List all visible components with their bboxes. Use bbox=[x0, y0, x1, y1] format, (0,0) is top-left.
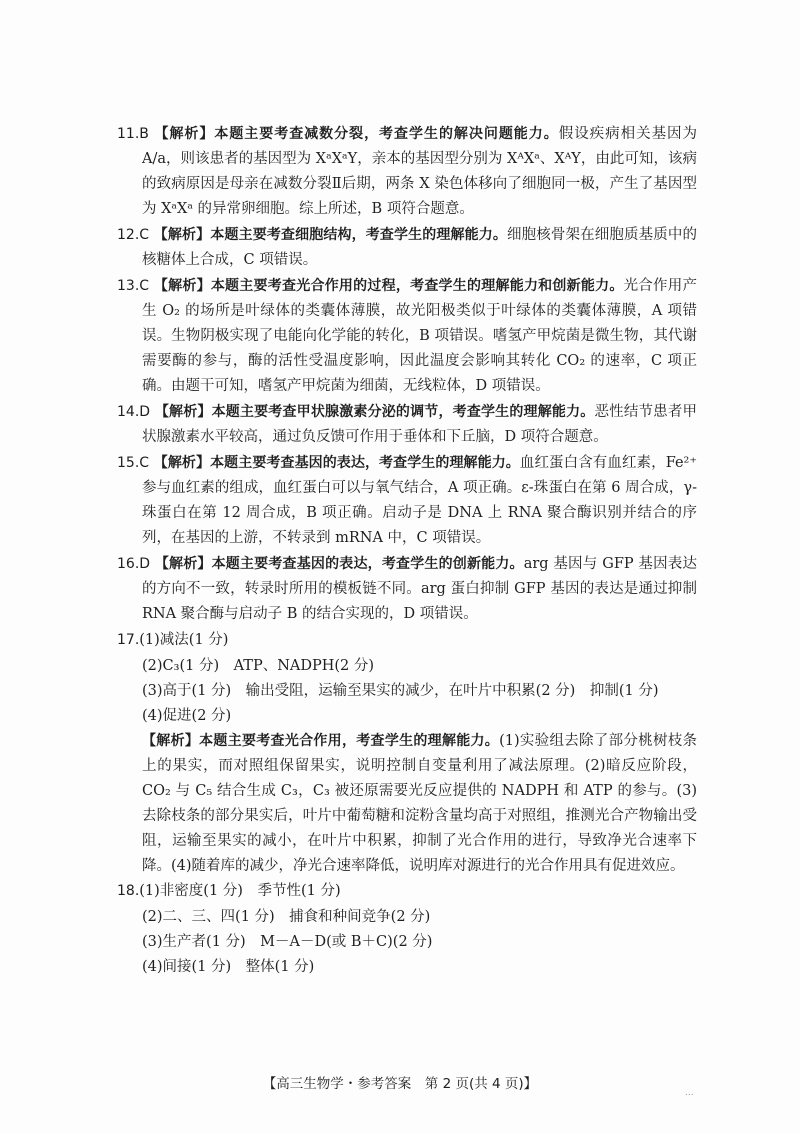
sub-answer: (4)促进(2 分) bbox=[142, 708, 232, 724]
answer-item-14 bbox=[117, 400, 697, 450]
analysis-tag: 【解析】 bbox=[153, 278, 211, 294]
analysis-text: arg 基因与 GFP 基因表达的方向不一致，转录时所用的模板链不同。arg 蛋白抑制 GFP 基因的表达是通过抑制 RNA 聚合酶与启动子 B 的结合实现的，D 项错误。 bbox=[142, 556, 697, 622]
answer-item-17 bbox=[117, 628, 697, 879]
question-number: 16.D bbox=[117, 556, 151, 572]
answer-item-16 bbox=[117, 552, 697, 627]
sub-answer: (3)生产者(1 分) M－A－D(或 B＋C)(2 分) bbox=[142, 934, 433, 950]
analysis-tag: 【解析】 bbox=[154, 404, 212, 420]
analysis-tag: 【解析】 bbox=[153, 227, 211, 243]
analysis-text: (1)实验组去除了部分桃树枝条上的果实，而对照组保留果实，说明控制自变量利用了减法原理。(2)暗反应阶段，CO₂ 与 C₅ 结合生成 C₃，C₃ 被还原需要光反应提供的 NADPH 和 ATP 的参与。(3)去除枝条的部分果实后，叶片中葡萄糖和淀粉含量均高于对照组，推测光合产物输出受阻，运输至果实的减小，在叶片中积累，抑制了光合作用的进行，导致净光合速率下降。(4)随着库的减少，净光合速率降低，说明库对源进行的光合作用具有促进效应。 bbox=[142, 733, 698, 874]
question-number: 11.B bbox=[117, 126, 149, 142]
question-number: 13.C bbox=[117, 278, 150, 294]
sub-answer: (3)高于(1 分) 输出受阻，运输至果实的减少，在叶片中积累(2 分) 抑制(1 分) bbox=[142, 683, 659, 699]
analysis-text: 假设疾病相关基因为 A/a，则该患者的基因型为 XᵃXᵃY，亲本的基因型分别为 XᴬXᵃ、XᴬY，由此可知，该病的致病原因是母亲在减数分裂Ⅱ后期，两条 X 染色体移向了细胞同一极，产生了基因型为 XᵃXᵃ 的异常卵细胞。综上所述，B 项符合题意。 bbox=[142, 126, 698, 217]
answer-content bbox=[117, 122, 697, 980]
sub-answer: (4)间接(1 分) 整体(1 分) bbox=[142, 959, 315, 975]
analysis-lead: 本题主要考查甲状腺激素分泌的调节，考查学生的理解能力。 bbox=[211, 404, 595, 420]
analysis-tag: 【解析】 bbox=[154, 556, 212, 572]
question-number: 17. bbox=[117, 632, 140, 648]
analysis-lead: 本题主要考查基因的表达，考查学生的理解能力。 bbox=[210, 455, 520, 471]
analysis-tag: 【解析】 bbox=[153, 455, 211, 471]
answer-item-18 bbox=[117, 879, 697, 980]
sub-answer: (2)二、三、四(1 分) 捕食和种间竞争(2 分) bbox=[142, 909, 431, 925]
sub-answer: 18.(1)非密度(1 分) 季节性(1 分) bbox=[117, 883, 341, 899]
analysis-paragraph bbox=[117, 729, 697, 879]
analysis-lead: 本题主要考查光合作用，考查学生的理解能力。 bbox=[199, 733, 500, 749]
analysis-text: 血红蛋白含有血红素，Fe²⁺ 参与血红素的组成，血红蛋白可以与氧气结合，A 项正确。ε-珠蛋白在第 6 周合成，γ-珠蛋白在第 12 周合成，B 项正确。启动子是 DNA 上 RNA 聚合酶识别并结合的序列，在基因的上游，不转录到 mRNA 中，C 项错误。 bbox=[142, 455, 698, 546]
sub-answer: 17.(1)减法(1 分) bbox=[117, 632, 229, 648]
answer-item-15 bbox=[117, 451, 697, 551]
question-number: 14.D bbox=[117, 404, 151, 420]
answer-item-12 bbox=[117, 223, 697, 273]
question-number: 18. bbox=[117, 883, 140, 899]
answer-item-11 bbox=[117, 122, 697, 222]
question-number: 12.C bbox=[117, 227, 150, 243]
page-footer: 【高三生物学・参考答案 第 2 页(共 4 页)】 bbox=[262, 1076, 538, 1092]
analysis-lead: 本题主要考查细胞结构，考查学生的理解能力。 bbox=[210, 227, 507, 243]
corner-mark: ... bbox=[685, 1088, 694, 1098]
sub-answer: (2)C₃(1 分) ATP、NADPH(2 分) bbox=[142, 658, 375, 674]
analysis-lead: 本题主要考查光合作用的过程，考查学生的理解能力和创新能力。 bbox=[210, 278, 624, 294]
analysis-tag: 【解析】 bbox=[154, 126, 215, 142]
analysis-lead: 本题主要考查基因的表达，考查学生的创新能力。 bbox=[211, 556, 524, 572]
analysis-text: 恶性结节患者甲状腺激素水平较高，通过负反馈可作用于垂体和下丘脑，D 项符合题意。 bbox=[142, 404, 698, 445]
analysis-lead: 本题主要考查减数分裂，考查学生的解决问题能力。 bbox=[214, 126, 559, 142]
answer-item-13 bbox=[117, 274, 697, 399]
analysis-text: 光合作用产生 O₂ 的场所是叶绿体的类囊体薄膜，故光阳极类似于叶绿体的类囊体薄膜，A 项错误。生物阴极实现了电能向化学能的转化，B 项错误。嗜氢产甲烷菌是微生物，其代谢需要酶的参与，酶的活性受温度影响，因此温度会影响其转化 CO₂ 的速率，C 项正确。由题干可知，嗜氢产甲烷菌为细菌，无线粒体，D 项错误。 bbox=[142, 278, 698, 394]
question-number: 15.C bbox=[117, 455, 150, 471]
analysis-tag: 【解析】 bbox=[142, 733, 200, 749]
analysis-text: 细胞核骨架在细胞质基质中的核糖体上合成，C 项错误。 bbox=[142, 227, 698, 268]
